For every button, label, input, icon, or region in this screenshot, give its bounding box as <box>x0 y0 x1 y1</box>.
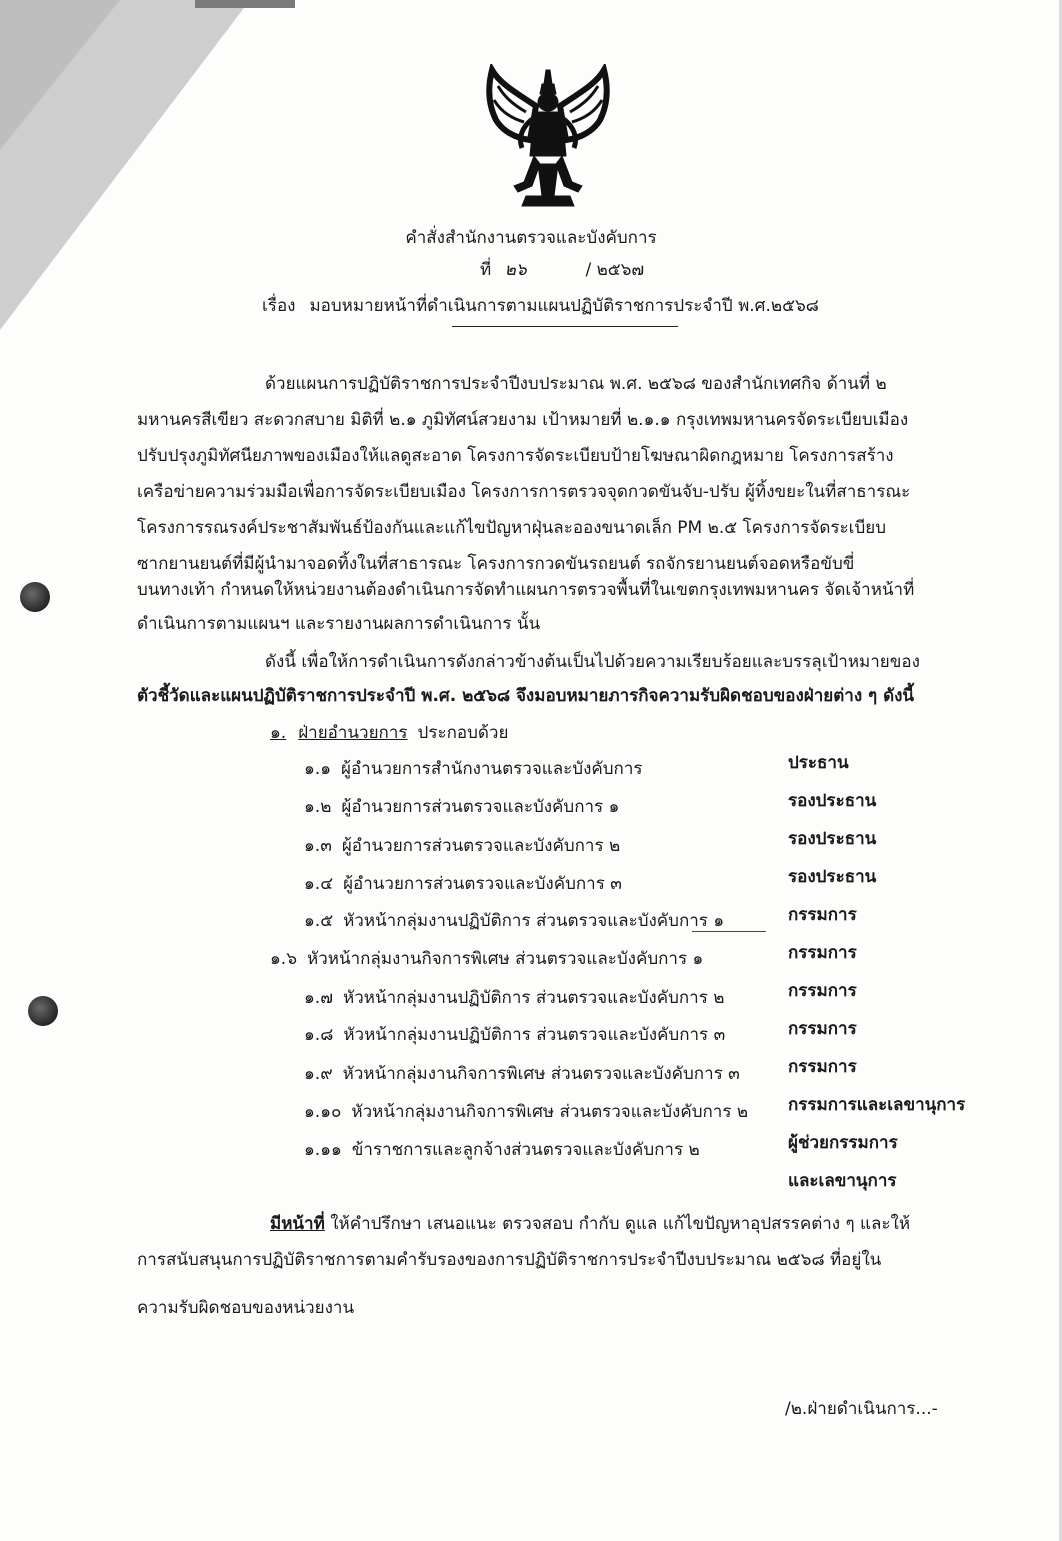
paragraph-line: ปรับปรุงภูมิทัศนียภาพของเมืองให้แลดูสะอาด โครงการจัดระเบียบป้ายโฆษณาผิดกฎหมาย โครงการสร้าง <box>137 446 894 466</box>
punch-hole-icon <box>28 996 58 1026</box>
duty-line: การสนับสนุนการปฏิบัติราชการตามคำรับรองของการปฏิบัติราชการประจำปีงบประมาณ ๒๕๖๘ ที่อยู่ใน <box>137 1250 882 1270</box>
scan-shadow-inner <box>0 0 120 150</box>
strike-mark <box>692 931 766 932</box>
member-role-continued: และเลขานุการ <box>788 1171 897 1191</box>
paragraph-line: บนทางเท้า กำหนดให้หน่วยงานต้องดำเนินการจัดทำแผนการตรวจพื้นที่ในเขตกรุงเทพมหานคร จัดเจ้าหน้าที่ <box>137 580 915 600</box>
member-role: กรรมการ <box>788 981 857 1001</box>
number-year: / ๒๕๖๗ <box>585 260 645 280</box>
subject-text: มอบหมายหน้าที่ดำเนินการตามแผนปฏิบัติราชการประจำปี พ.ศ.๒๕๖๘ <box>309 296 819 316</box>
order-number <box>480 262 644 279</box>
member-row: ๑.๔ ผู้อำนวยการส่วนตรวจและบังคับการ ๓ <box>304 874 622 894</box>
subject-label: เรื่อง <box>262 296 296 316</box>
paragraph-line: ด้วยแผนการปฏิบัติราชการประจำปีงบประมาณ พ.ศ. ๒๕๖๘ ของสำนักเทศกิจ ด้านที่ ๒ <box>265 374 887 394</box>
member-role: ประธาน <box>788 753 849 773</box>
member-row: ๑.๖ หัวหน้ากลุ่มงานกิจการพิเศษ ส่วนตรวจและบังคับการ ๑ <box>270 949 704 969</box>
duty-line: ความรับผิดชอบของหน่วยงาน <box>137 1298 355 1318</box>
order-title: คำสั่งสำนักงานตรวจและบังคับการ <box>405 228 657 248</box>
member-role: รองประธาน <box>788 829 877 849</box>
member-role: รองประธาน <box>788 791 877 811</box>
paragraph-line: โครงการรณรงค์ประชาสัมพันธ์ป้องกันและแก้ไขปัญหาฝุ่นละอองขนาดเล็ก PM ๒.๕ โครงการจัดระเบียบ <box>137 518 887 538</box>
member-row: ๑.๑๐ หัวหน้ากลุ่มงานกิจการพิเศษ ส่วนตรวจและบังคับการ ๒ <box>304 1102 749 1122</box>
member-role: กรรมการ <box>788 1019 857 1039</box>
garuda-emblem-icon <box>478 64 618 214</box>
section-label: ฝ่ายอำนวยการ <box>298 723 408 743</box>
section-heading <box>270 719 508 746</box>
paragraph-line: ดำเนินการตามแผนฯ และรายงานผลการดำเนินการ นั้น <box>137 614 541 634</box>
duty-line: มีหน้าที่ ให้คำปรึกษา เสนอแนะ ตรวจสอบ กำกับ ดูแล แก้ไขปัญหาอุปสรรคต่าง ๆ และให้ <box>270 1214 911 1234</box>
member-role: ผู้ช่วยกรรมการ <box>788 1133 898 1153</box>
member-role: กรรมการและเลขานุการ <box>788 1095 966 1115</box>
scan-edge <box>195 0 295 8</box>
member-role: กรรมการ <box>788 1057 857 1077</box>
paragraph-line: ดังนี้ เพื่อให้การดำเนินการดังกล่าวข้างต้นเป็นไปด้วยความเรียบร้อยและบรรลุเป้าหมายของ <box>265 652 920 672</box>
paragraph-line: ซากยานยนต์ที่มีผู้นำมาจอดทิ้งในที่สาธารณะ โครงการกวดขันรถยนต์ รถจักรยานยนต์จอดหรือขับขี่ <box>137 554 855 574</box>
page-continuation: /๒.ฝ่ายดำเนินการ...- <box>785 1399 938 1419</box>
paragraph-line: ตัวชี้วัดและแผนปฏิบัติราชการประจำปี พ.ศ. ๒๕๖๘ จึงมอบหมายภารกิจความรับผิดชอบของฝ่ายต่าง ๆ ดังนี้ <box>137 686 915 706</box>
punch-hole-icon <box>20 582 50 612</box>
member-row: ๑.๕ หัวหน้ากลุ่มงานปฏิบัติการ ส่วนตรวจและบังคับการ ๑ <box>304 911 725 931</box>
member-row: ๑.๘ หัวหน้ากลุ่มงานปฏิบัติการ ส่วนตรวจและบังคับการ ๓ <box>304 1025 726 1045</box>
member-row: ๑.๗ หัวหน้ากลุ่มงานปฏิบัติการ ส่วนตรวจและบังคับการ ๒ <box>304 988 725 1008</box>
paragraph-line: เครือข่ายความร่วมมือเพื่อการจัดระเบียบเมือง โครงการการตรวจจุดกวดขันจับ-ปรับ ผู้ทิ้งขยะในที่สาธารณะ <box>137 482 911 502</box>
section-suffix: ประกอบด้วย <box>417 723 509 743</box>
member-role: รองประธาน <box>788 867 877 887</box>
member-row: ๑.๑ ผู้อำนวยการสำนักงานตรวจและบังคับการ <box>304 759 643 779</box>
member-role: กรรมการ <box>788 905 857 925</box>
subject-divider <box>452 326 678 327</box>
subject-line <box>262 298 819 315</box>
member-row: ๑.๓ ผู้อำนวยการส่วนตรวจและบังคับการ ๒ <box>304 836 621 856</box>
member-row: ๑.๙ หัวหน้ากลุ่มงานกิจการพิเศษ ส่วนตรวจและบังคับการ ๓ <box>304 1064 740 1084</box>
section-number: ๑. <box>270 723 287 743</box>
duty-label: มีหน้าที่ <box>270 1214 325 1234</box>
member-row: ๑.๒ ผู้อำนวยการส่วนตรวจและบังคับการ ๑ <box>304 797 620 817</box>
member-row: ๑.๑๑ ข้าราชการและลูกจ้างส่วนตรวจและบังคับการ ๒ <box>304 1140 700 1160</box>
paragraph-line: มหานครสีเขียว สะดวกสบาย มิติที่ ๒.๑ ภูมิทัศน์สวยงาม เป้าหมายที่ ๒.๑.๑ กรุงเทพมหานครจัดระเบียบเมือง <box>137 410 909 430</box>
number-prefix: ที่ <box>480 260 492 280</box>
member-role: กรรมการ <box>788 943 857 963</box>
number-value: ๒๖ <box>504 260 527 280</box>
